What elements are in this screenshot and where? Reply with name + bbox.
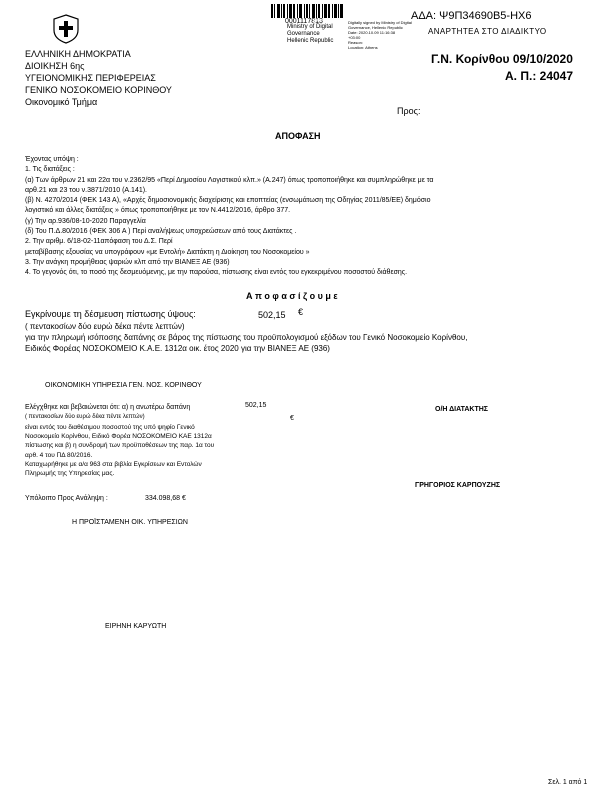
issuer-block [25,48,172,108]
approval-text: Εγκρίνουμε τη δέσμευση πίστωσης ύψους: [25,309,196,319]
protocol-number: Α. Π.: 24047 [505,69,574,83]
finance-body-line: πίστωσης και β) η συνδρομή των προϋποθέσεων της παρ. 1α του [25,442,215,450]
approval-purpose: για την πληρωμή ισόποσης δαπάνης σε βάρος της πίστωσης του προϋπολογισμού εξόδων του Γενικό Νοσοκομείο Κορίνθου, [25,333,468,342]
authorizer-name: ΓΡΗΓΟΡΙΟΣ ΚΑΡΠΟΥΖΗΣ [415,482,501,489]
issuer-line: ΔΙΟΙΚΗΣΗ 6ης [25,61,85,71]
decide-title: Α π ο φ α σ ί ζ ο υ μ ε [246,291,338,301]
to-label: Προς: [397,106,421,116]
signature-note-line: Date: 2020.10.09 11:16:38 [348,30,396,35]
barcode-icon [271,4,343,18]
signer-line: Hellenic Republic [287,38,334,44]
preamble-line: (γ) Την αρ.936/08-10-2020 Παραγγελία [25,217,146,225]
preamble [25,155,433,279]
greek-emblem-icon [52,14,80,44]
place-date: Γ.Ν. Κορίνθου 09/10/2020 [431,52,573,66]
preamble-line: (β) Ν. 4270/2014 (ΦΕΚ 143 Α), «Αρχές δημοσιονομικής διαχείρισης και εποπτείας (ενσωμάτωση της Οδηγίας 2011/85/ΕΕ) δημόσιο [25,197,431,205]
head-finance-title: Η ΠΡΟΪΣΤΑΜΕΝΗ ΟΙΚ. ΥΠΗΡΕΣΙΩΝ [72,519,188,526]
finance-body-line: Καταχωρήθηκε με α/α 963 στα βιβλία Εγκρίσεων και Εντολών [25,460,202,468]
issuer-line: Οικονομικό Τμήμα [25,97,98,107]
signature-note-line: Reason: [348,40,363,45]
balance-label: Υπόλοιπο Προς Ανάληψη : [25,495,108,502]
signature-note-line: +03:00 [348,35,361,40]
issuer-line: ΕΛΛΗΝΙΚΗ ΔΗΜΟΚΡΑΤΙΑ [25,49,131,59]
preamble-line: αρθ.21 και 23 του ν.3871/2010 (Α.141). [25,186,148,194]
signature-note-line: Digitally signed by Ministry of Digital [348,20,412,25]
signer-line: Ministry of Digital [287,24,333,30]
signer-line: Governance [287,31,320,37]
finance-in-words: ( πεντακοσίων δύο ευρώ δέκα πέντε λεπτών) [25,414,145,420]
signer-block [287,24,333,45]
finance-body-line: Πληρωμής της Υπηρεσίας μας. [25,470,115,478]
barcode-number: 0001117813 [285,18,323,25]
finance-service-title: ΟΙΚΟΝΟΜΙΚΗ ΥΠΗΡΕΣΙΑ ΓΕΝ. ΝΟΣ. ΚΟΡΙΝΘΟΥ [45,382,202,389]
approval-currency: € [298,307,304,317]
balance-value: 334.098,68 € [145,495,186,502]
approval-in-words: ( πεντακοσίων δύο ευρώ δέκα πέντε λεπτών) [25,322,185,331]
page-number: Σελ. 1 από 1 [548,779,588,786]
preamble-line: 2. Την αριθμ. 6/18-02-11απόφαση του Δ.Σ. Περί [25,238,173,246]
posted-online: ΑΝΑΡΤΗΤΕΑ ΣΤΟ ΔΙΑΔΙΚΤΥΟ [428,27,547,36]
finance-currency: € [290,415,294,422]
finance-body-line: Νοσοκομείο Κορίνθου, Ειδικό Φορέα ΝΟΣΟΚΟΜΕΙΟ ΚΑΕ 1312α [25,433,212,441]
preamble-intro: Έχοντας υπόψη : [25,156,79,163]
finance-body-line: είναι εντός του διαθέσιμου ποσοστού της υπό ψηφίο Γενικό [25,424,195,431]
finance-check-line: Ελέγχθηκε και βεβαιώνεται ότι: α) η ανωτέρω δαπάνη [25,404,191,411]
signature-note-line: Location: Athens [348,45,378,50]
signature-note-line: Governance, Hellenic Republic [348,25,403,30]
signature-note [348,20,412,50]
ada-code: ΑΔΑ: Ψ9Π34690Β5-ΗΧ6 [411,10,532,22]
finance-amount: 502,15 [245,402,267,409]
preamble-line: μεταβίβασης εξουσίας να υπογράφουν «με Εντολή» Διατάκτη η Διοίκηση του Νοσοκομείου » [25,248,310,256]
preamble-line: 1. Τις διατάξεις : [25,166,75,174]
authorizer-title: Ο/Η ΔΙΑΤΑΚΤΗΣ [435,406,488,413]
approval-amount: 502,15 [258,310,286,320]
finance-body [25,423,214,478]
finance-body-line: αρθ. 4 του ΠΔ 80/2016. [25,451,93,459]
preamble-line: (δ) Του Π.Δ.80/2016 (ΦΕΚ 306 Α ) Περί αναλήψεως υποχρεώσεων από τους Διατάκτες . [25,228,297,236]
preamble-line: 4. Το γεγονός ότι, το ποσό της δεσμευόμενης, με την παρούσα, πίστωσης είναι εντός του εγκεκριμένου ποσοστού διάθεσης. [25,269,408,277]
issuer-line: ΓΕΝΙΚΟ ΝΟΣΟΚΟΜΕΙΟ ΚΟΡΙΝΘΟΥ [25,85,172,95]
issuer-line: ΥΓΕΙΟΝΟΜΙΚΗΣ ΠΕΡΙΦΕΡΕΙΑΣ [25,73,156,83]
preamble-line: 3. Την ανάγκη προμήθειας ψαριών κλπ από την ΒΙΑΝΕΞ ΑΕ (936) [25,258,230,266]
preamble-line: λογιστικό και άλλες διατάξεις » όπως τροποποιήθηκε με τον Ν.4412/2016, άρθρο 377. [25,207,291,215]
preamble-line: (α) Των άρθρων 21 και 22α του ν.2362/95 «Περί Δημοσίου Λογιστικού κλπ.» (Α.247) όπως τροποποιήθηκε και συμπληρώθηκε με τα [25,176,434,184]
head-finance-name: ΕΙΡΗΝΗ ΚΑΡΥΩΤΗ [105,623,167,630]
approval-purpose: Ειδικός Φορέας ΝΟΣΟΚΟΜΕΙΟ Κ.Α.Ε. 1312α οικ. έτος 2020 για την ΒΙΑΝΕΞ ΑΕ (936) [25,344,330,353]
decision-title: ΑΠΟΦΑΣΗ [275,131,321,141]
